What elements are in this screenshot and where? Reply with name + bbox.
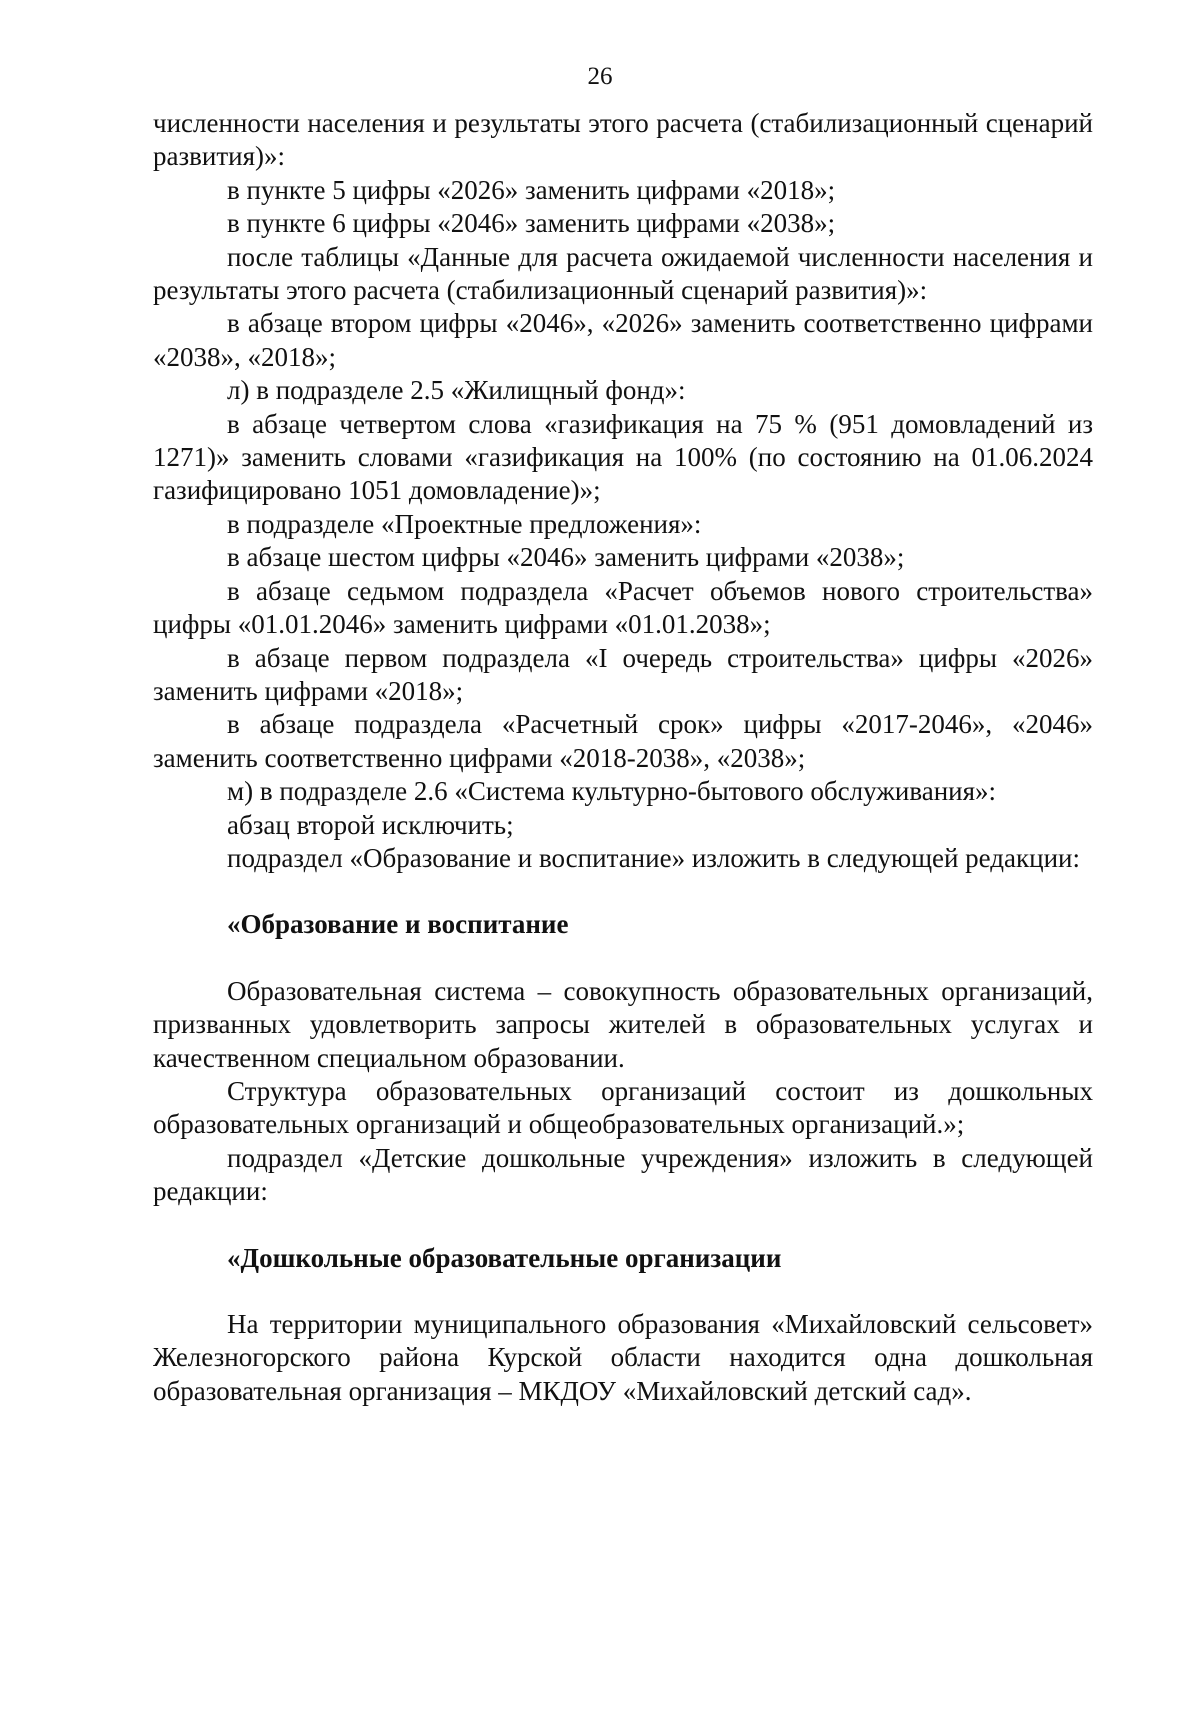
paragraph: л) в подразделе 2.5 «Жилищный фонд»: [227,375,686,406]
section-heading: «Дошкольные образовательные организации [227,1242,782,1273]
paragraph: Образовательная система – совокупность образовательных организаций, призванных удовлетворить запросы жителей в образовательных услугах и качественном специальном образовании. [153,975,1093,1073]
paragraph: в абзаце седьмом подраздела «Расчет объемов нового строительства» цифры «01.01.2046» заменить цифрами «01.01.2038»; [153,575,1093,640]
document-body [153,107,1093,1408]
paragraph: в абзаце подраздела «Расчетный срок» цифры «2017-2046», «2046» заменить соответственно цифрами «2018-2038», «2038»; [153,709,1093,773]
paragraph: в абзаце втором цифры «2046», «2026» заменить соответственно цифрами «2038», «2018»; [153,308,1093,372]
paragraph: абзац второй исключить; [227,809,514,840]
paragraph: в абзаце первом подраздела «I очередь строительства» цифры «2026» заменить цифрами «2018»; [153,642,1093,706]
paragraph: подраздел «Детские дошкольные учреждения» изложить в следующей редакции: [153,1142,1093,1207]
paragraph: в пункте 5 цифры «2026» заменить цифрами «2018»; [227,174,836,205]
section-heading: «Образование и воспитание [227,909,569,940]
paragraph: На территории муниципального образования «Михайловский сельсовет» Железногорского района Курской области находится одна дошкольная образовательная организация – МКДОУ «Михайловский детский сад». [153,1309,1093,1406]
paragraph: в пункте 6 цифры «2046» заменить цифрами «2038»; [227,208,836,239]
paragraph: м) в подразделе 2.6 «Система культурно-бытового обслуживания»: [227,776,997,807]
paragraph: в абзаце шестом цифры «2046» заменить цифрами «2038»; [227,542,905,573]
paragraph: в абзаце четвертом слова «газификация на 75 % (951 домовладений из 1271)» заменить словами «газификация на 100% (по состоянию на 01.06.2024 газифицировано 1051 домовладение)»; [153,408,1093,506]
page-number: 26 [587,63,613,90]
paragraph: после таблицы «Данные для расчета ожидаемой численности населения и результаты этого расчета (стабилизационный сценарий развития)»: [153,241,1093,306]
paragraph: в подразделе «Проектные предложения»: [227,508,702,539]
paragraph: подраздел «Образование и воспитание» изложить в следующей редакции: [227,842,1080,873]
paragraph: Структура образовательных организаций состоит из дошкольных образовательных организаций и общеобразовательных организаций.»; [153,1075,1093,1140]
paragraph: численности населения и результаты этого расчета (стабилизационный сценарий развития)»: [153,108,1093,172]
